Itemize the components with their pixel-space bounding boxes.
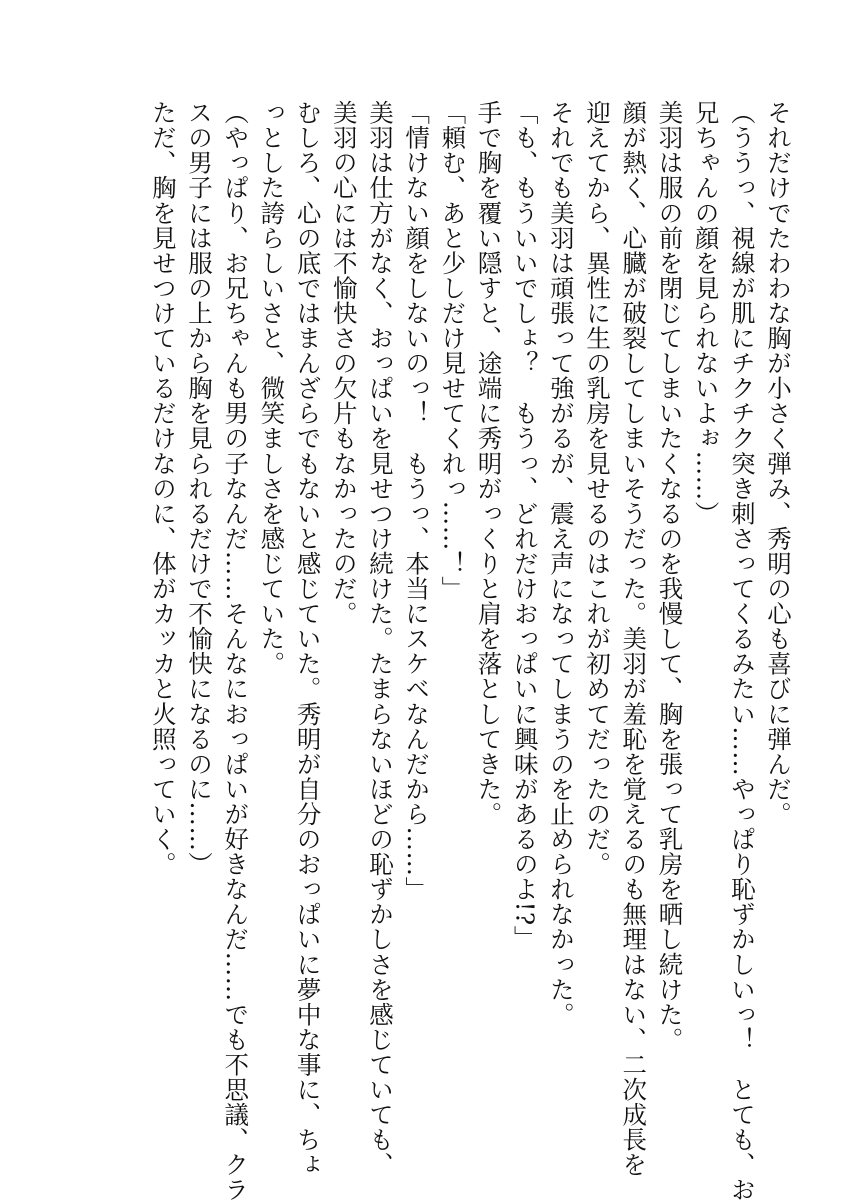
text-line: 顔が熱く、心臓が破裂してしまいそうだった。美羽が羞恥を覚えるのも無理はない、二次成長を (619, 100, 649, 1178)
text-line: それだけでたわわな胸が小さく弾み、秀明の心も喜びに弾んだ。 (764, 100, 793, 827)
text-line: （やっぱり、お兄ちゃんも男の子なんだ……そんなにおっぱいが好きなんだ……でも不思議、クラ (221, 100, 251, 1202)
text-line: 美羽は仕方がなく、おっぱいを見せつけ続けた。たまらないほどの恥ずかしさを感じていても、 (365, 100, 395, 1178)
text-line: 美羽は服の前を閉じてしまいたくなるのを我慢して、胸を張って乳房を晒し続けた。 (655, 100, 685, 1052)
text-line: ただ、胸を見せつけているだけなのに、体がカッカと火照っていく。 (148, 100, 178, 877)
text-line: むしろ、心の底ではまんざらでもないと感じていた。秀明が自分のおっぱいに夢中な事に、ちょ (293, 100, 323, 1178)
text-line: 美羽の心には不愉快さの欠片もなかったのだ。 (329, 100, 359, 627)
text-line: 「頼む、あと少しだけ見せてくれっ……！」 (438, 100, 468, 601)
text-line: 「も、もういいでしょ？ もうっ、どれだけおっぱいに興味があるのよ!?」 (510, 100, 540, 951)
text-line: それでも美羽は頑張って強がるが、震え声になってしまうのを止められなかった。 (546, 100, 576, 1027)
text-line: スの男子には服の上から胸を見られるだけで不愉快になるのに……） (185, 100, 214, 877)
text-line: 手で胸を覆い隠すと、途端に秀明がっくりと肩を落としてきた。 (474, 100, 504, 827)
text-line: 「情けない顔をしないのっ！ もうっ、本当にスケベなんだから……」 (402, 100, 432, 902)
text-line: 迎えてから、異性に生の乳房を見せるのはこれが初めてだったのだ。 (583, 100, 613, 877)
vertical-text-block (148, 100, 793, 1202)
text-line: 兄ちゃんの顔を見られないよぉ……） (691, 100, 721, 526)
text-line: っとした誇らしいさと、微笑ましさを感じていた。 (257, 100, 287, 677)
text-line: （ううっ、視線が肌にチクチク突き刺さってくるみたい……やっぱり恥ずかしいっ！ とても、お (727, 100, 757, 1202)
